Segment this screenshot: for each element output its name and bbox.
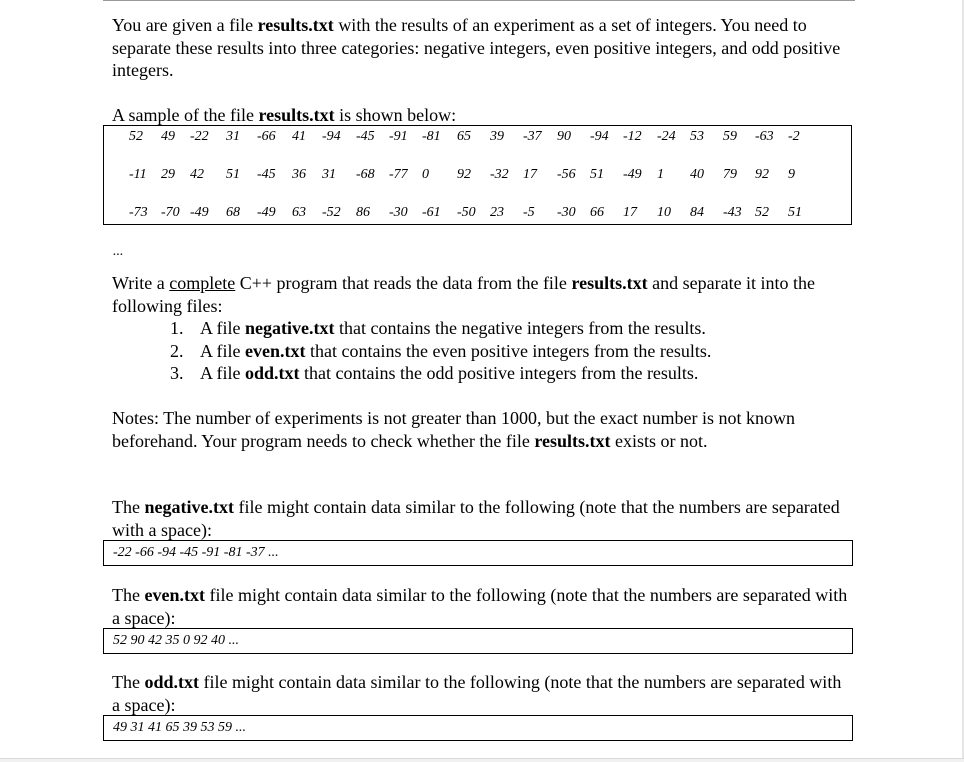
sample-row [104, 205, 851, 225]
sample-number: -70 [161, 205, 180, 220]
sample-number: -50 [457, 205, 476, 220]
sample-number: -49 [257, 205, 276, 220]
sample-data-box [103, 125, 852, 225]
list-text: A file [200, 340, 245, 361]
sample-number: -63 [755, 129, 774, 144]
sample-number: 1 [657, 167, 664, 182]
sample-number: 68 [226, 205, 240, 220]
task-text-2: C++ program that reads the data from the file [235, 273, 572, 293]
sample-number: 52 [129, 129, 143, 144]
output-text-2: file might contain data similar to the following (note that the numbers are separated with a space): [112, 672, 842, 715]
sample-number: -37 [523, 129, 542, 144]
list-text: A file [200, 318, 245, 338]
sample-number: 31 [322, 167, 336, 182]
filename-results: results.txt [571, 273, 648, 293]
sample-heading-text: A sample of the file [112, 105, 259, 125]
sample-ellipsis: ... [113, 244, 124, 259]
sample-number: -61 [422, 205, 441, 220]
sample-number: 0 [422, 167, 429, 182]
sample-row [104, 129, 851, 149]
sample-number: 65 [457, 129, 471, 144]
intro-text: You are given a file [112, 15, 258, 35]
list-number: 3. [170, 363, 184, 383]
negative-output-box: -22 -66 -94 -45 -91 -81 -37 ... [103, 540, 853, 566]
task-text-3: and separate it into the following files: [112, 273, 816, 316]
sample-number: 63 [292, 205, 306, 220]
sample-number: 23 [490, 205, 504, 220]
sample-number: 79 [723, 167, 737, 182]
output-text: The [112, 497, 145, 517]
sample-number: 90 [557, 129, 571, 144]
list-item [170, 340, 711, 363]
sample-number: -30 [557, 205, 576, 220]
sample-number: -94 [590, 129, 609, 144]
sample-number: -43 [723, 205, 742, 220]
sample-number: 92 [457, 167, 471, 182]
sample-number: 9 [788, 167, 795, 182]
sample-number: -52 [322, 205, 341, 220]
sample-number: 17 [623, 205, 637, 220]
sample-number: -94 [322, 129, 341, 144]
filename-even: even.txt [144, 585, 205, 605]
list-text-2: that contains the odd positive integers from the results. [299, 363, 699, 383]
intro-text-2: with the results of an experiment as a set of integers. You need to separate these results into three categories: negative integers, even positive integers, and odd positive integers. [112, 15, 841, 80]
sample-number: 17 [523, 167, 537, 182]
even-output-box: 52 90 42 35 0 92 40 ... [103, 628, 853, 654]
sample-number: 51 [788, 205, 802, 220]
sample-number: -32 [490, 167, 509, 182]
underlined-complete: complete [169, 273, 236, 293]
sample-number: 36 [292, 167, 306, 182]
task-paragraph [112, 272, 852, 317]
sample-number: 10 [657, 205, 671, 220]
sample-number: -68 [356, 167, 375, 182]
list-text: A file [200, 363, 245, 383]
notes-text-2: exists or not. [610, 430, 708, 451]
sample-number: 86 [356, 205, 370, 220]
sample-number: 31 [226, 129, 240, 144]
sample-number: 59 [723, 129, 737, 144]
intro-paragraph [112, 14, 852, 82]
output-text-2: file might contain data similar to the following (note that the numbers are separated with a space): [112, 497, 840, 540]
list-text-2: that contains the negative integers from the results. [334, 318, 706, 338]
list-number: 2. [170, 340, 184, 361]
output-text: The [112, 672, 145, 692]
sample-number: 92 [755, 167, 769, 182]
even-description [112, 584, 852, 629]
sample-number: 49 [161, 129, 175, 144]
filename-results: results.txt [258, 105, 335, 125]
notes-paragraph [112, 407, 852, 452]
negative-description [112, 496, 852, 541]
sample-number: -12 [623, 129, 642, 144]
sample-heading [112, 104, 852, 127]
filename-odd: odd.txt [144, 672, 199, 692]
filename-results: results.txt [534, 430, 611, 451]
sample-number: -45 [356, 129, 375, 144]
sample-number: 39 [490, 129, 504, 144]
sample-number: -45 [257, 167, 276, 182]
filename-even: even.txt [245, 340, 306, 361]
sample-number: 66 [590, 205, 604, 220]
sample-number: -11 [129, 167, 147, 182]
list-number: 1. [170, 318, 184, 338]
sample-number: 42 [190, 167, 204, 182]
sample-row [104, 167, 851, 187]
sample-number: -66 [257, 129, 276, 144]
filename-negative: negative.txt [144, 497, 234, 517]
list-item [170, 362, 711, 385]
sample-number: -77 [389, 167, 408, 182]
sample-heading-text-2: is shown below: [334, 105, 457, 125]
list-item [170, 317, 711, 340]
output-text-2: file might contain data similar to the following (note that the numbers are separated with a space): [112, 585, 848, 628]
filename-odd: odd.txt [245, 363, 300, 383]
sample-number: -2 [788, 129, 800, 144]
sample-number: -56 [557, 167, 576, 182]
sample-number: -24 [657, 129, 676, 144]
sample-number: 29 [161, 167, 175, 182]
sample-number: -22 [190, 129, 209, 144]
sample-number: -81 [422, 129, 441, 144]
sample-number: 53 [690, 129, 704, 144]
odd-description [112, 671, 852, 716]
sample-number: -30 [389, 205, 408, 220]
sample-number: -91 [389, 129, 408, 144]
odd-output-box: 49 31 41 65 39 53 59 ... [103, 715, 853, 741]
sample-number: 51 [590, 167, 604, 182]
filename-negative: negative.txt [245, 318, 335, 338]
sample-number: -49 [190, 205, 209, 220]
output-text: The [112, 585, 145, 605]
file-list [170, 317, 711, 385]
sample-number: 40 [690, 167, 704, 182]
sample-number: -49 [623, 167, 642, 182]
sample-number: -5 [523, 205, 535, 220]
sample-number: 41 [292, 129, 306, 144]
sample-number: 84 [690, 205, 704, 220]
sample-number: 51 [226, 167, 240, 182]
sample-number: 52 [755, 205, 769, 220]
sample-number: -73 [129, 205, 148, 220]
notes-text: Notes: The number of experiments is not greater than 1000, but the exact number is not known beforehand. Your program needs to check whether the file [112, 408, 796, 451]
task-text: Write a [112, 273, 170, 293]
page-bottom-edge [0, 758, 964, 762]
list-text-2: that contains the even positive integers from the results. [305, 340, 712, 361]
filename-results: results.txt [257, 15, 334, 35]
page-top-edge [103, 0, 855, 5]
